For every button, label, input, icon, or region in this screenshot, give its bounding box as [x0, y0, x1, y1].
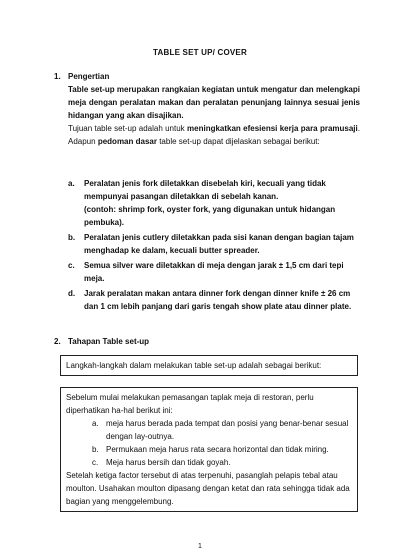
section-2-heading — [54, 335, 149, 348]
steps-detail-list — [66, 417, 352, 469]
section-1-heading — [54, 70, 109, 83]
list-item-marker: a. — [68, 179, 75, 188]
list-item-text: Semua silver ware diletakkan di meja dengan jarak ± 1,5 cm dari tepi meja. — [84, 261, 344, 283]
guideline-list — [68, 177, 362, 314]
list-item-text: Jarak peralatan makan antara dinner fork dengan dinner knife ± 26 cm dan 1 cm lebih panjang dari garis tengah show plate atau dinner plate. — [84, 289, 352, 311]
section-2-number: 2. — [54, 337, 61, 346]
steps-intro-text: Langkah-langkah dalam melakukan table set-up adalah sebagai berikut: — [66, 361, 322, 370]
list-item-marker: b. — [68, 233, 76, 242]
steps-detail-box — [60, 387, 358, 512]
list-item — [92, 417, 352, 443]
list-item-note: (contoh: shrimp fork, oyster fork, yang digunakan untuk hidangan pembuka). — [84, 205, 336, 227]
list-item-marker: c. — [68, 261, 75, 270]
steps-detail-intro: Sebelum mulai melakukan pemasangan taplak meja di restoran, perlu diperhatikan ha-hal berikut ini: — [66, 393, 314, 415]
purpose-paragraph — [68, 122, 360, 148]
list-item-text: Peralatan jenis cutlery diletakkan pada sisi kanan dengan bagian tajam menghadap ke dalam, kecuali butter spreader. — [84, 233, 354, 255]
list-item-marker: c. — [92, 458, 99, 467]
purpose-text-pre: Tujuan table set-up adalah untuk — [68, 124, 185, 133]
purpose-text-bold2: pedoman dasar — [97, 137, 157, 146]
list-item-text: Permukaan meja harus rata secara horizontal dan tidak miring. — [106, 445, 329, 454]
purpose-text-post: table set-up dapat dijelaskan sebagai berikut: — [159, 137, 320, 146]
list-item — [68, 259, 362, 285]
list-item-marker: b. — [92, 445, 99, 454]
section-1-title: Pengertian — [68, 72, 110, 81]
purpose-text-mid: . Adapun — [68, 124, 360, 146]
list-item-text: Peralatan jenis fork diletakkan disebelah kiri, kecuali yang tidak mempunyai pasangan diletakkan di sebelah kanan. — [84, 179, 326, 201]
list-item — [68, 287, 362, 313]
list-item — [92, 443, 352, 456]
section-2-title: Tahapan Table set-up — [68, 337, 150, 346]
list-item — [68, 177, 362, 229]
document-title: TABLE SET UP/ COVER — [153, 48, 247, 57]
list-item — [92, 456, 352, 469]
page-number: 1 — [198, 543, 202, 550]
purpose-text-bold: meningkatkan efesiensi kerja para pramusaji — [187, 124, 358, 133]
definition-paragraph: Table set-up merupakan rangkaian kegiatan untuk mengatur dan melengkapi meja dengan peralatan makan dan peralatan penunjang lainnya sesuai jenis hidangan yang akan disajikan. — [68, 85, 360, 120]
steps-detail-outro: Setelah ketiga factor tersebut di atas terpenuhi, pasanglah pelapis tebal atau moulton. Usahakan moulton dipasang dengan ketat dan rata sehingga tidak ada bagian yang menggelembung. — [66, 471, 350, 506]
list-item-marker: d. — [68, 289, 76, 298]
list-item-text: Meja harus bersih dan tidak goyah. — [106, 458, 231, 467]
list-item-text: meja harus berada pada tempat dan posisi yang benar-benar sesual dengan lay-outnya. — [106, 419, 349, 441]
steps-intro-box — [60, 355, 358, 376]
section-1-number: 1. — [54, 72, 61, 81]
list-item — [68, 231, 362, 257]
list-item-marker: a. — [92, 419, 99, 428]
